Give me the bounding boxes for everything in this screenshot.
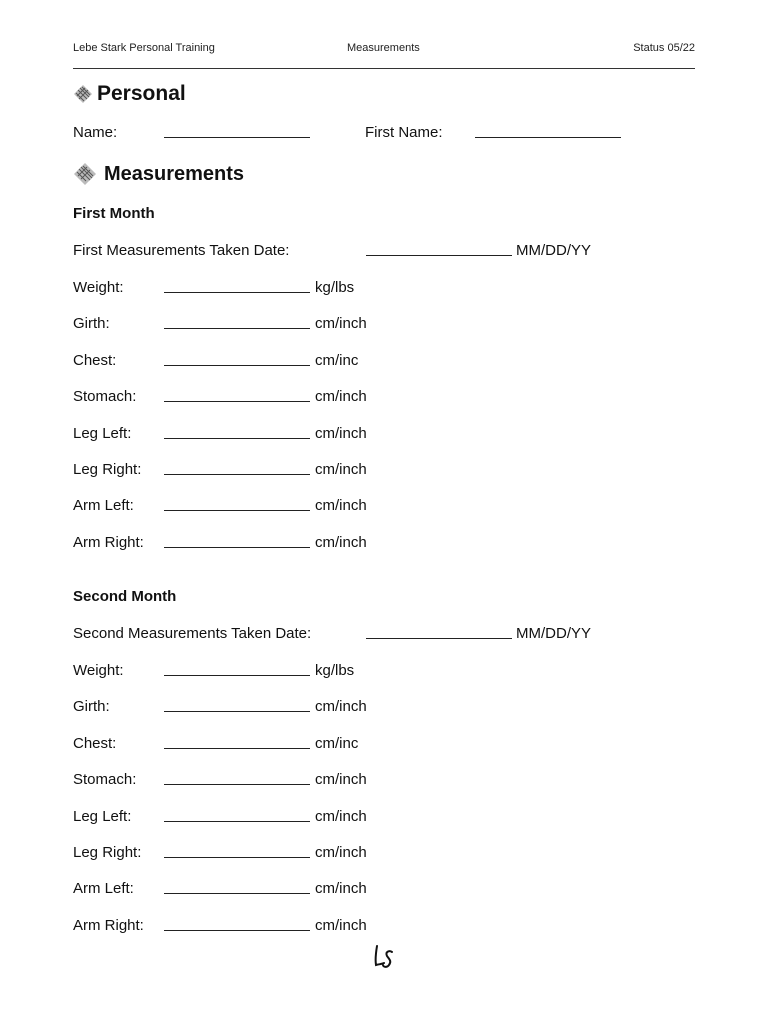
header-status: Status 05/22 xyxy=(633,42,695,54)
field-label: Leg Left: xyxy=(73,808,132,825)
first-name-field[interactable] xyxy=(475,137,621,138)
field-unit: cm/inch xyxy=(315,698,367,715)
field-label: Leg Right: xyxy=(73,844,142,861)
personal-section-title xyxy=(73,82,186,106)
first-date-format: MM/DD/YY xyxy=(516,242,591,259)
name-field[interactable] xyxy=(164,137,310,138)
field-label: Weight: xyxy=(73,279,124,296)
field-unit: kg/lbs xyxy=(315,279,355,296)
field-unit: cm/inch xyxy=(315,497,367,514)
first-date-label: First Measurements Taken Date: xyxy=(73,242,290,259)
field-label: Arm Left: xyxy=(73,497,134,514)
first-name-label: First Name: xyxy=(365,124,443,141)
header-divider xyxy=(73,68,695,69)
field-label: Arm Left: xyxy=(73,880,134,897)
stomach-field[interactable] xyxy=(164,401,310,402)
field-label: Chest: xyxy=(73,735,117,752)
leg-right-field[interactable] xyxy=(164,474,310,475)
field-label: Arm Right: xyxy=(73,917,144,934)
field-unit: cm/inch xyxy=(315,771,367,788)
field-label: Stomach: xyxy=(73,771,137,788)
name-label: Name: xyxy=(73,124,118,141)
field-unit: cm/inch xyxy=(315,534,367,551)
header-title: Measurements xyxy=(347,42,420,54)
field-label: Girth: xyxy=(73,315,110,332)
field-unit: kg/lbs xyxy=(315,662,355,679)
arm-left-field[interactable] xyxy=(164,510,310,511)
field-unit: cm/inch xyxy=(315,388,367,405)
field-label: Girth: xyxy=(73,698,110,715)
arm-right-field[interactable] xyxy=(164,547,310,548)
first-month-heading: First Month xyxy=(73,205,155,222)
stomach-field[interactable] xyxy=(164,784,310,785)
field-unit: cm/inch xyxy=(315,844,367,861)
girth-field[interactable] xyxy=(164,711,310,712)
first-date-field[interactable] xyxy=(366,255,512,256)
field-label: Leg Left: xyxy=(73,425,132,442)
ls-logo xyxy=(371,943,397,971)
chest-field[interactable] xyxy=(164,748,310,749)
field-unit: cm/inch xyxy=(315,461,367,478)
second-date-field[interactable] xyxy=(366,638,512,639)
header-brand: Lebe Stark Personal Training xyxy=(73,42,215,54)
field-unit: cm/inch xyxy=(315,917,367,934)
second-date-format: MM/DD/YY xyxy=(516,625,591,642)
field-unit: cm/inc xyxy=(315,352,359,369)
field-label: Arm Right: xyxy=(73,534,144,551)
field-unit: cm/inch xyxy=(315,425,367,442)
leg-right-field[interactable] xyxy=(164,857,310,858)
weight-field[interactable] xyxy=(164,292,310,293)
measurements-heading: Measurements xyxy=(104,162,245,185)
field-label: Weight: xyxy=(73,662,124,679)
field-label: Stomach: xyxy=(73,388,137,405)
chest-field[interactable] xyxy=(164,365,310,366)
field-label: Chest: xyxy=(73,352,117,369)
field-unit: cm/inch xyxy=(315,315,367,332)
diamond-pattern-icon xyxy=(73,162,97,186)
leg-left-field[interactable] xyxy=(164,821,310,822)
weight-field[interactable] xyxy=(164,675,310,676)
field-unit: cm/inch xyxy=(315,808,367,825)
second-date-label: Second Measurements Taken Date: xyxy=(73,625,312,642)
second-month-heading: Second Month xyxy=(73,588,177,605)
field-unit: cm/inch xyxy=(315,880,367,897)
field-label: Leg Right: xyxy=(73,461,142,478)
personal-heading: Personal xyxy=(97,82,186,105)
measurements-section-title xyxy=(73,162,244,186)
diamond-pattern-icon xyxy=(73,84,93,104)
leg-left-field[interactable] xyxy=(164,438,310,439)
girth-field[interactable] xyxy=(164,328,310,329)
arm-right-field[interactable] xyxy=(164,930,310,931)
field-unit: cm/inc xyxy=(315,735,359,752)
arm-left-field[interactable] xyxy=(164,893,310,894)
